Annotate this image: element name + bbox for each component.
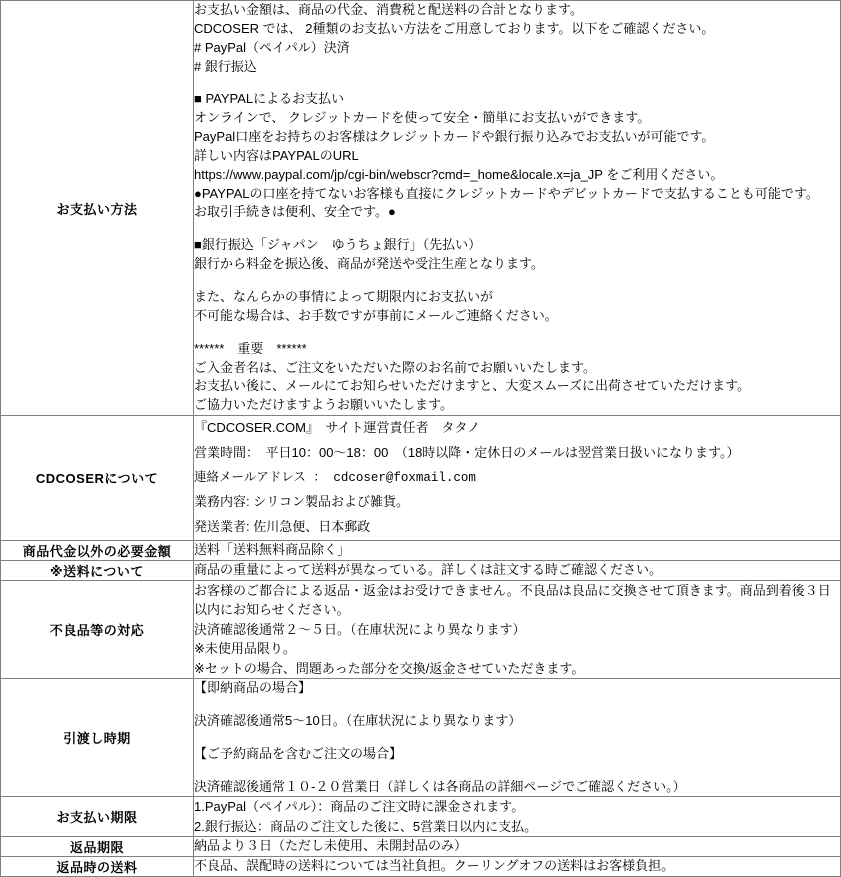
spacer-line [194, 76, 840, 90]
row-label-payment-method: お支払い方法 [1, 1, 194, 416]
text-line: ****** 重要 ****** [194, 340, 307, 356]
row-content-delivery-time [194, 679, 841, 797]
text-line: ■銀行振込「ジャパン ゆうちょ銀行」（先払い） [194, 237, 482, 253]
text-line: 発送業者: 佐川急便、日本郵政 [194, 518, 371, 534]
row-content-defective-handling [194, 580, 841, 679]
text-line: ※セットの場合、問題あった部分を交換/返金させていただきます。 [194, 660, 585, 676]
row-label-return-shipping: 返品時の送料 [1, 857, 194, 877]
spacer-line [194, 731, 840, 745]
text-line: オンラインで、 クレジットカードを使って安全・簡単にお支払いができます。 [194, 110, 651, 126]
row-content-shipping-fee [194, 560, 841, 580]
row-content-payment-deadline [194, 797, 841, 837]
table-row [1, 837, 841, 857]
text-line: 『CDCOSER.COM』 サイト運営責任者 タタノ [194, 420, 481, 436]
text-line: ●PAYPALの口座を持てないお客様も直接にクレジットカードやデビットカードで支払することも可能です。 [194, 185, 819, 201]
contact-email-line[interactable]: 連絡メールアドレス ： cdcoser@foxmail.com [194, 470, 476, 485]
row-label-about-cdcoser: CDCOSERについて [1, 416, 194, 541]
text-line: お取引手続きは便利、安全です。● [194, 204, 396, 220]
row-label-delivery-time: 引渡し時期 [1, 679, 194, 797]
text-line: 決済確認後通常5～10日。（在庫状況により異なります） [194, 712, 522, 728]
text-line: 不可能な場合は、お手数ですが事前にメールご連絡ください。 [194, 307, 558, 323]
text-line: 決済確認後通常１０-２０営業日（詳しくは各商品の詳細ページでご確認ください。） [194, 778, 686, 794]
row-content-extra-fees [194, 540, 841, 560]
row-label-extra-fees: 商品代金以外の必要金額 [1, 540, 194, 560]
spacer-line [194, 274, 840, 288]
spacer-line [194, 326, 840, 340]
text-line: # 銀行振込 [194, 58, 257, 74]
text-line: # PayPal（ペイパル）決済 [194, 39, 350, 55]
text-line: 詳しい内容はPAYPALのURL [194, 147, 359, 163]
text-line: ご協力いただけますようお願いいたします。 [194, 397, 453, 413]
spacer-line [194, 698, 840, 712]
table-row [1, 580, 841, 679]
row-label-defective-handling: 不良品等の対応 [1, 580, 194, 679]
text-line: お支払い後に、メールにてお知らせいただけますと、大変スムーズに出荷させていただけます。 [194, 378, 751, 394]
row-content-about-cdcoser [194, 416, 841, 541]
text-line: PayPal口座をお持ちのお客様はクレジットカードや銀行振り込みでお支払いが可能です。 [194, 129, 715, 145]
spacer-line [194, 222, 840, 236]
text-line: 不良品、誤配時の送料については当社負担。クーリングオフの送料はお客様負担。 [194, 858, 675, 874]
row-label-payment-deadline: お支払い期限 [1, 797, 194, 837]
text-line: また、なんらかの事情によって期限内にお支払いが [194, 288, 494, 304]
text-line: 【ご予約商品を含むご注文の場合】 [194, 745, 403, 761]
text-line: 納品より３日（ただし未使用、未開封品のみ） [194, 838, 468, 854]
text-line: 【即納商品の場合】 [194, 680, 312, 696]
text-line: 商品の重量によって送料が異なっている。詳しくは註文する時ご確認ください。 [194, 561, 663, 577]
text-line: ※未使用品限り。 [194, 641, 296, 657]
table-row [1, 560, 841, 580]
text-line: お客様のご都合による返品・返金はお受けできません。不良品は良品に交換させて頂きます。商品到着後３日以内にお知らせください。 [194, 582, 831, 618]
table-row [1, 679, 841, 797]
text-line: ご入金者名は、ご注文をいただいた際のお名前でお願いいたします。 [194, 359, 596, 375]
table-row [1, 857, 841, 877]
row-content-return-deadline [194, 837, 841, 857]
text-line: 1.PayPal（ペイパル）：商品のご注文時に課金されます。 [194, 799, 525, 815]
table-row [1, 797, 841, 837]
text-line: 銀行から料金を振込後、商品が発送や受注生産となります。 [194, 256, 544, 272]
row-label-return-deadline: 返品期限 [1, 837, 194, 857]
text-line: 2.銀行振込：商品のご注文した後に、5営業日以内に支払。 [194, 818, 538, 834]
row-content-return-shipping [194, 857, 841, 877]
text-line: ■ PAYPALによるお支払い [194, 91, 345, 107]
text-line: 送料「送料無料商品除く」 [194, 541, 351, 557]
text-line: 決済確認後通常２～５日。（在庫状況により異なります） [194, 621, 526, 637]
row-label-shipping-fee: ※送料について [1, 560, 194, 580]
text-line: CDCOSER では、 2種類のお支払い方法をご用意しております。以下をご確認ください。 [194, 20, 715, 36]
table-row [1, 1, 841, 416]
table-body [1, 1, 841, 877]
row-content-payment-method [194, 1, 841, 416]
table-row [1, 540, 841, 560]
table-row [1, 416, 841, 541]
text-line: 業務内容: シリコン製品および雑貨。 [194, 493, 409, 509]
text-line: お支払い金額は、商品の代金、消費税と配送料の合計となります。 [194, 2, 583, 17]
text-line: 営業時間： 平日10：00～18：00 （18時以降・定休日のメールは翌営業日扱いになります。） [194, 444, 740, 460]
spacer-line [194, 764, 840, 778]
paypal-url-line[interactable]: https://www.paypal.com/jp/cgi-bin/webscr?cmd=_home&locale.x=ja_JP をご利用ください。 [194, 166, 724, 182]
